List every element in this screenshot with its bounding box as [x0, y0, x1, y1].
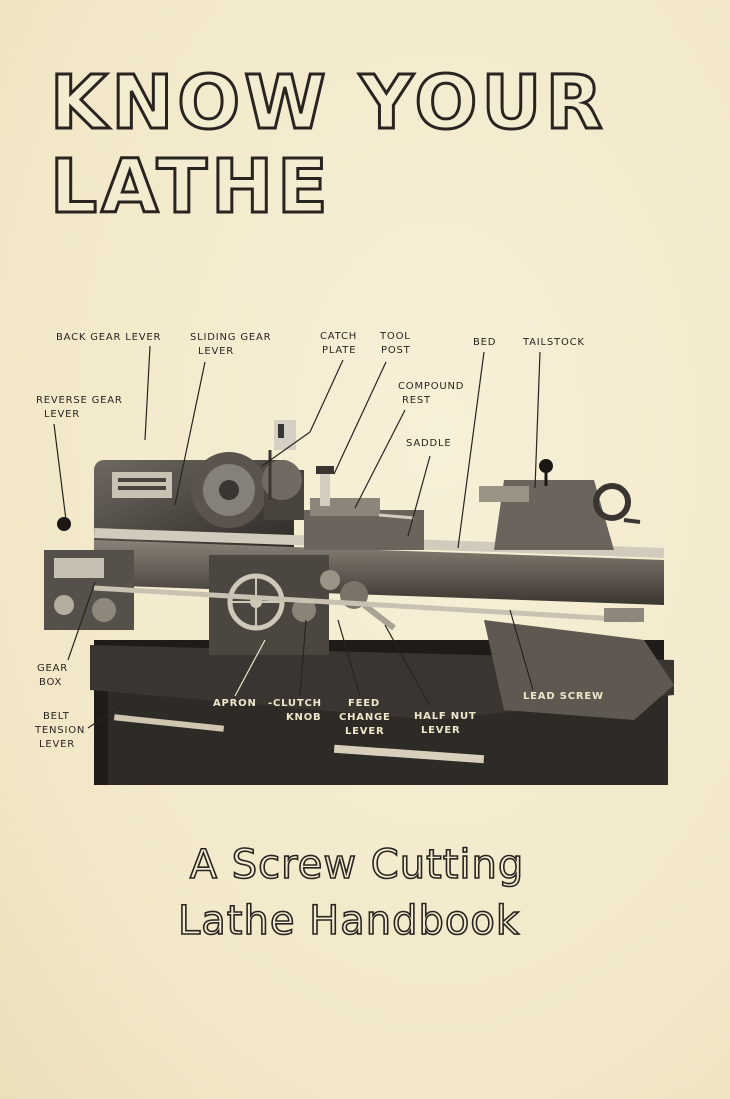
label-clutch-knob-1: -CLUTCH	[268, 698, 322, 709]
cover-subtitle-line-1: A Screw Cutting	[189, 842, 525, 888]
cover-subtitle-line-2: Lathe Handbook	[178, 898, 520, 944]
label-belt-tension-2: TENSION	[35, 725, 86, 736]
label-tool-post-1: TOOL	[380, 331, 411, 342]
label-feed-change-1: FEED	[348, 698, 380, 709]
label-compound-rest-1: COMPOUND	[398, 381, 465, 392]
label-compound-rest-2: REST	[402, 395, 431, 406]
label-half-nut-2: LEVER	[421, 725, 461, 736]
label-reverse-gear-1: REVERSE GEAR	[36, 395, 123, 406]
label-tailstock: TAILSTOCK	[523, 337, 585, 348]
label-catch-plate-1: CATCH	[320, 331, 358, 342]
label-lead-screw: LEAD SCREW	[523, 691, 604, 702]
label-gear-box-2: BOX	[39, 677, 63, 688]
label-back-gear-lever: BACK GEAR LEVER	[56, 332, 162, 343]
label-belt-tension-3: LEVER	[39, 739, 75, 750]
label-belt-tension-1: BELT	[43, 711, 70, 722]
label-reverse-gear-2: LEVER	[44, 409, 80, 420]
label-bed: BED	[473, 337, 497, 348]
label-gear-box-1: GEAR	[37, 663, 69, 674]
label-sliding-gear-1: SLIDING GEAR	[190, 332, 272, 343]
label-tool-post-2: POST	[381, 345, 411, 356]
label-sliding-gear-2: LEVER	[198, 346, 234, 357]
label-feed-change-3: LEVER	[345, 726, 385, 737]
cover-title-line-2: LATHE	[50, 144, 332, 230]
label-catch-plate-2: PLATE	[322, 345, 357, 356]
label-saddle: SADDLE	[406, 438, 452, 449]
cover-title-line-1: KNOW YOUR	[50, 60, 607, 146]
label-half-nut-1: HALF NUT	[414, 711, 477, 722]
label-clutch-knob-2: KNOB	[286, 712, 322, 723]
label-apron: APRON	[213, 698, 257, 709]
label-feed-change-2: CHANGE	[339, 712, 391, 723]
